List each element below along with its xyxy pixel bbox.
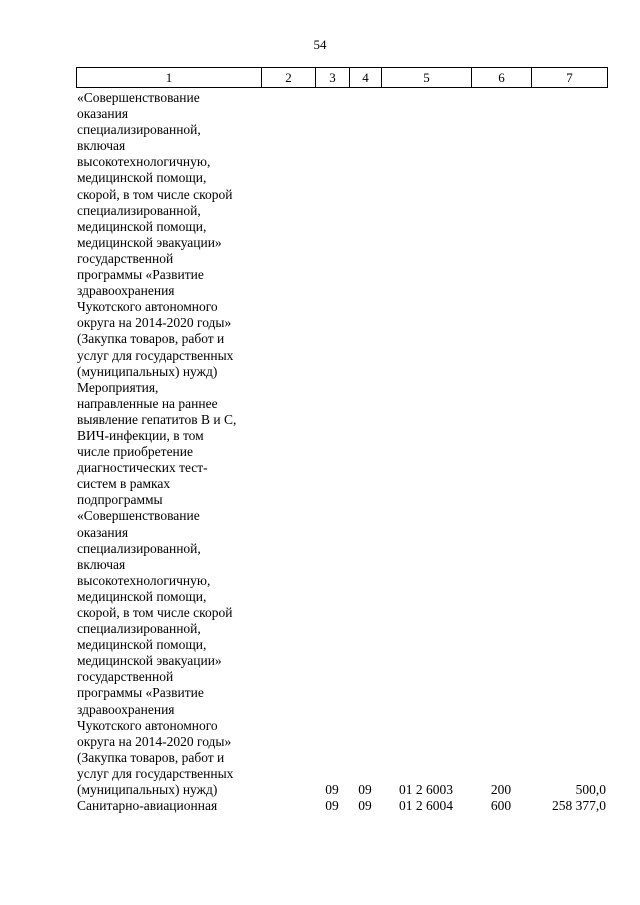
section-code: 09 <box>325 782 339 798</box>
subsection-code: 09 <box>358 782 372 798</box>
expense-type-code: 200 <box>490 782 512 798</box>
column-header-2: 2 <box>262 68 316 88</box>
column-header-row <box>77 68 608 88</box>
table-body <box>76 90 607 814</box>
table-row <box>76 90 607 380</box>
target-article-code: 01 2 6004 <box>399 798 453 814</box>
column-header-3: 3 <box>316 68 350 88</box>
column-header-table <box>76 67 608 88</box>
column-header-1: 1 <box>77 68 262 88</box>
column-header-5: 5 <box>382 68 472 88</box>
column-header-4: 4 <box>350 68 382 88</box>
target-article-code: 01 2 6003 <box>399 782 453 798</box>
amount-value: 500,0 <box>575 782 606 798</box>
table-row <box>76 798 607 814</box>
row-description: «Совершенствование оказания специализированной, включая высокотехнологичную, медицинской помощи, скорой, в том числе скорой специализированной, медицинской помощи, медицинской эвакуации» государственной программы «Развитие здравоохранения Чукотского автономного округа на 2014-2020 годы» (Закупка товаров, работ и услуг для государственных (муниципальных) нужд) <box>77 90 234 379</box>
column-header-7: 7 <box>532 68 608 88</box>
expense-type-code: 600 <box>490 798 512 814</box>
table-row <box>76 380 607 798</box>
subsection-code: 09 <box>358 798 372 814</box>
row-description: Санитарно-авиационная <box>77 798 218 814</box>
page-number: 54 <box>313 37 327 52</box>
column-header-6: 6 <box>472 68 532 88</box>
section-code: 09 <box>325 798 339 814</box>
row-description: Мероприятия, направленные на раннее выявление гепатитов В и С, ВИЧ-инфекции, в том числе приобретение диагностических тест- систем в рамках подпрограммы «Совершенствование оказания специализированной, включая высокотехнологичную, медицинской помощи, скорой, в том числе скорой специализированной, медицинской помощи, медицинской эвакуации» государственной программы «Развитие здравоохранения Чукотского автономного округа на 2014-2020 годы» (Закупка товаров, работ и услуг для государственных (муниципальных) нужд) <box>77 379 237 798</box>
amount-value: 258 377,0 <box>552 798 606 814</box>
